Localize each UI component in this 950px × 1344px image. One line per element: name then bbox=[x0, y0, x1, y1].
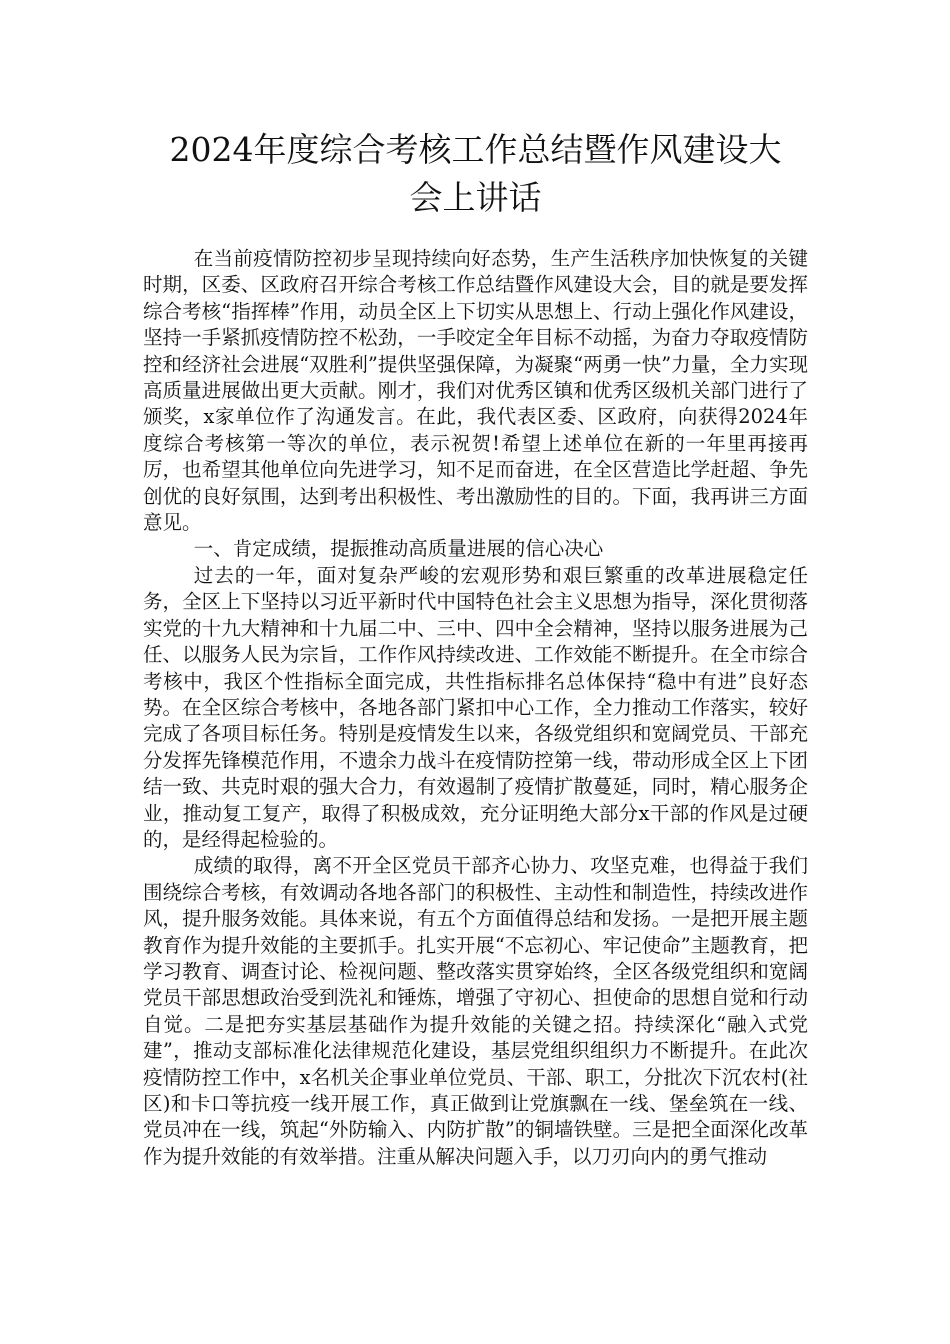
paragraph-opening: 在当前疫情防控初步呈现持续向好态势，生产生活秩序加快恢复的关键时期，区委、区政府召开综合考核工作总结暨作风建设大会，目的就是要发挥综合考核“指挥棒”作用，动员全区上下切实从思想上、行动上强化作风建设，坚持一手紧抓疫情防控不松劲，一手咬定全年目标不动摇，为奋力夺取疫情防控和经济社会进展“双胜利”提供坚强保障，为凝聚“两勇一快”力量，全力实现高质量进展做出更大贡献。刚才，我们对优秀区镇和优秀区级机关部门进行了颁奖，x家单位作了沟通发言。在此，我代表区委、区政府，向获得2024年度综合考核第一等次的单位，表示祝贺!希望上述单位在新的一年里再接再厉，也希望其他单位向先进学习，知不足而奋进，在全区营造比学赶超、争先创优的良好氛围，达到考出积极性、考出激励性的目的。下面，我再讲三方面意见。 bbox=[143, 247, 808, 535]
document-page bbox=[143, 126, 808, 1170]
title-line-1: 2024年度综合考核工作总结暨作风建设大 bbox=[169, 130, 782, 169]
section-heading-1: 一、肯定成绩，提振推动高质量进展的信心决心 bbox=[193, 537, 604, 561]
document-title bbox=[143, 126, 808, 222]
title-line-2: 会上讲话 bbox=[409, 178, 542, 217]
paragraph-achievements: 成绩的取得，离不开全区党员干部齐心协力、攻坚克难，也得益于我们围绕综合考核，有效调动各地各部门的积极性、主动性和制造性，持续改进作风，提升服务效能。具体来说，有五个方面值得总结和发扬。一是把开展主题教育作为提升效能的主要抓手。扎实开展“不忘初心、牢记使命”主题教育，把学习教育、调查讨论、检视问题、整改落实贯穿始终，全区各级党组织和宽阔党员干部思想政治受到洗礼和锤炼，增强了守初心、担使命的思想自觉和行动自觉。二是把夯实基层基础作为提升效能的关键之招。持续深化“融入式党建”，推动支部标准化法律规范化建设，基层党组织组织力不断提升。在此次疫情防控工作中，x名机关企事业单位党员、干部、职工，分批次下沉农村(社区)和卡口等抗疫一线开展工作，真正做到让党旗飘在一线、堡垒筑在一线、党员冲在一线，筑起“外防输入、内防扩散”的铜墙铁壁。三是把全面深化改革作为提升效能的有效举措。注重从解决问题入手，以刀刃向内的勇气推动 bbox=[143, 854, 808, 1168]
document-body bbox=[143, 246, 808, 1170]
paragraph-past-year: 过去的一年，面对复杂严峻的宏观形势和艰巨繁重的改革进展稳定任务，全区上下坚持以习近平新时代中国特色社会主义思想为指导，深化贯彻落实党的十九大精神和十九届二中、三中、四中全会精神，坚持以服务进展为己任、以服务人民为宗旨，工作作风持续改进、工作效能不断提升。在全市综合考核中，我区个性指标全面完成，共性指标排名总体保持“稳中有进”良好态势。在全区综合考核中，各地各部门紧扣中心工作，全力推动工作落实，较好完成了各项目标任务。特别是疫情发生以来，各级党组织和宽阔党员、干部充分发挥先锋模范作用，不遗余力战斗在疫情防控第一线，带动形成全区上下团结一致、共克时艰的强大合力，有效遏制了疫情扩散蔓延，同时，精心服务企业，推动复工复产，取得了积极成效，充分证明绝大部分x干部的作风是过硬的，是经得起检验的。 bbox=[143, 563, 808, 851]
